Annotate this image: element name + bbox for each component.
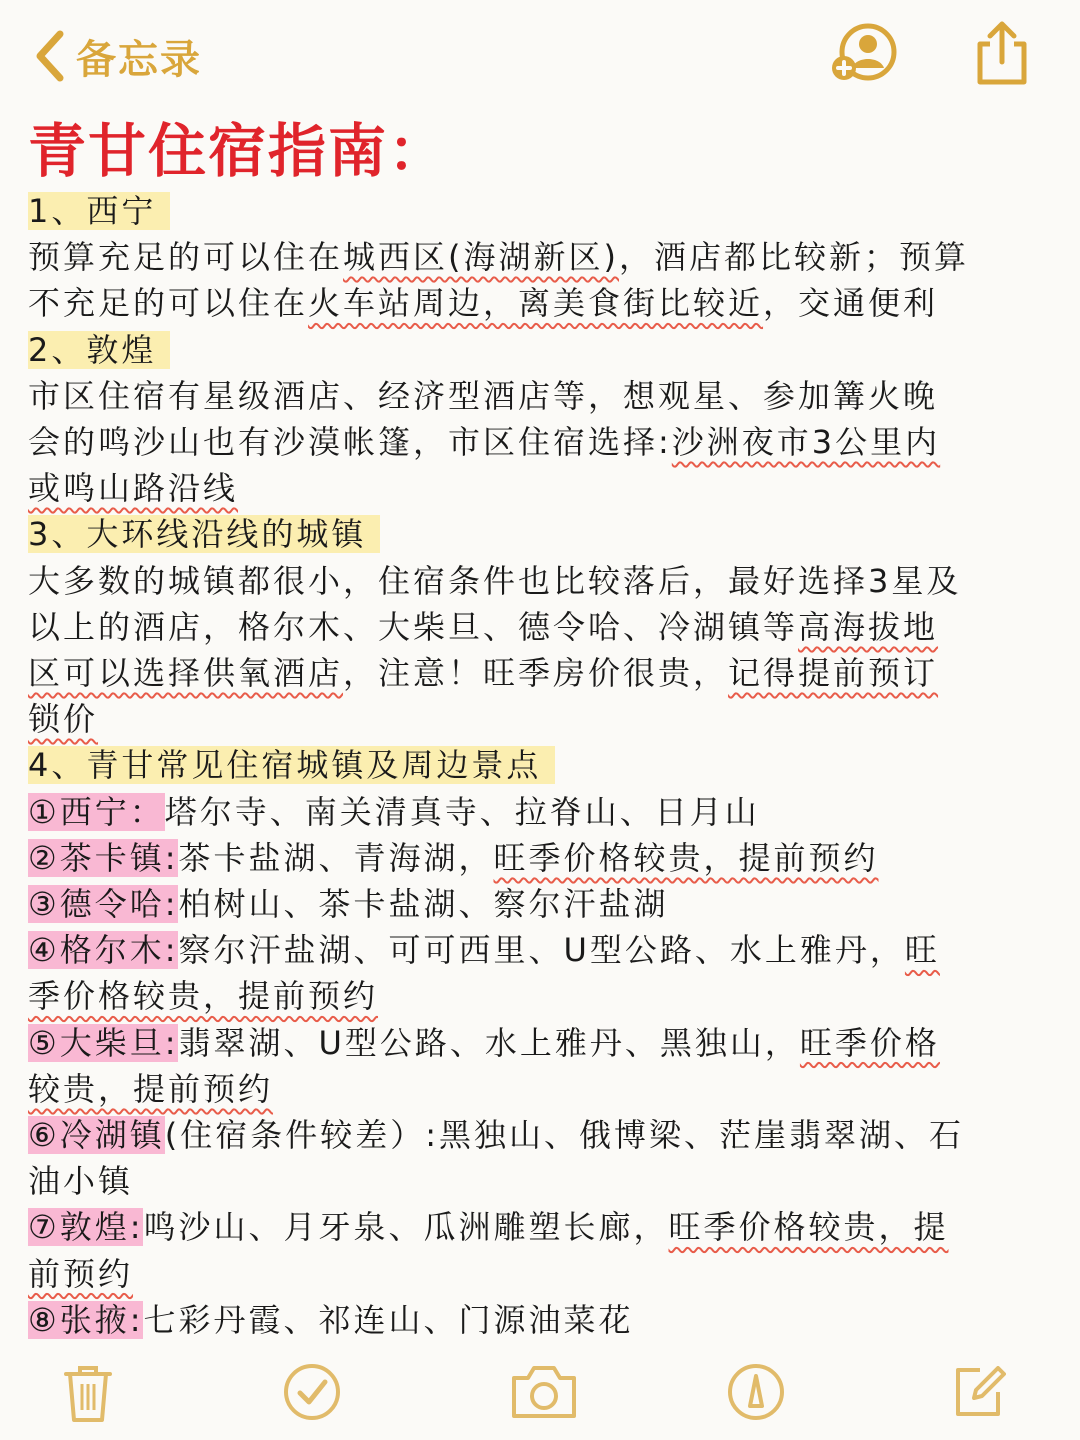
body-line: 区可以选择供氧酒店，注意！旺季房价很贵，记得提前预订 — [28, 654, 939, 693]
markup-icon — [726, 1362, 786, 1422]
chevron-left-icon — [30, 28, 70, 84]
section-heading: 3、大环线沿线的城镇 — [28, 511, 1058, 557]
share-note-button[interactable] — [828, 22, 900, 90]
place-line — [28, 973, 1058, 1019]
place-label: ②茶卡镇: — [28, 838, 179, 877]
underlined-text: 记得提前预订 — [728, 654, 939, 693]
place-label: ⑧张掖: — [28, 1300, 144, 1339]
place-line: ①西宁：塔尔寺、南关清真寺、拉脊山、日月山 — [28, 792, 760, 831]
add-person-icon — [828, 22, 900, 86]
share-button[interactable] — [972, 18, 1032, 92]
compose-icon — [950, 1362, 1010, 1422]
body-line: 不充足的可以住在火车站周边，离美食街比较近，交通便利 — [28, 284, 939, 323]
underlined-text: 旺季价格 — [799, 1023, 940, 1062]
place-line: ⑦敦煌:鸣沙山、月牙泉、瓜洲雕塑长廊，旺季价格较贵，提 — [28, 1208, 949, 1247]
checklist-icon — [282, 1362, 342, 1422]
place-line: ⑤大柴旦:翡翠湖、U型公路、水上雅丹、黑独山，旺季价格 — [28, 1023, 940, 1062]
delete-button[interactable] — [60, 1362, 116, 1430]
body-line — [28, 465, 1058, 511]
place-line — [28, 1251, 1058, 1297]
compose-button[interactable] — [950, 1362, 1010, 1426]
share-icon — [972, 18, 1032, 88]
underlined-text: 城西区(海湖新区) — [343, 238, 619, 277]
checklist-button[interactable] — [282, 1362, 342, 1426]
place-line: ②茶卡镇:茶卡盐湖、青海湖，旺季价格较贵，提前预约 — [28, 838, 879, 877]
underlined-text: 锁价 — [28, 700, 99, 739]
place-label: ⑥冷湖镇 — [28, 1116, 165, 1155]
underlined-text: 区可以选择供氧酒店 — [28, 654, 344, 693]
underlined-text: 前预约 — [28, 1254, 134, 1293]
place-label: ①西宁： — [28, 792, 165, 831]
note-title: 青甘住宿指南： — [28, 117, 449, 185]
underlined-text: 沙洲夜市3公里内 — [671, 423, 941, 462]
section-heading: 2、敦煌 — [28, 327, 1058, 373]
underlined-text: 旺季价格较贵，提 — [668, 1208, 949, 1247]
place-line: ③德令哈:柏树山、茶卡盐湖、察尔汗盐湖 — [28, 885, 669, 924]
trash-icon — [60, 1362, 116, 1426]
place-label: ③德令哈: — [28, 885, 179, 924]
body-line: 以上的酒店，格尔木、大柴旦、德令哈、冷湖镇等高海拔地 — [28, 607, 939, 646]
place-line: ⑧张掖:七彩丹霞、祁连山、门源油菜花 — [28, 1300, 634, 1339]
back-label: 备忘录 — [76, 36, 202, 83]
place-label: ④格尔木: — [28, 931, 179, 970]
section-heading: 4、青甘常见住宿城镇及周边景点 — [28, 742, 1058, 788]
underlined-text: 火车站周边，离美食街比较近 — [308, 284, 764, 323]
place-line — [28, 1066, 1058, 1112]
place-line: ④格尔木:察尔汗盐湖、可可西里、U型公路、水上雅丹，旺 — [28, 931, 940, 970]
note-body[interactable] — [28, 118, 1058, 1343]
section-heading: 1、西宁 — [28, 188, 1058, 234]
place-label: ⑦敦煌: — [28, 1208, 144, 1247]
camera-icon — [510, 1362, 578, 1422]
place-line: ⑥冷湖镇(住宿条件较差）:黑独山、俄博梁、茫崖翡翠湖、石 — [28, 1116, 964, 1155]
body-line — [28, 696, 1058, 742]
markup-button[interactable] — [726, 1362, 786, 1426]
top-navigation-bar — [0, 0, 1080, 110]
body-line: 市区住宿有星级酒店、经济型酒店等，想观星、参加篝火晚 — [28, 376, 939, 415]
underlined-text: 或鸣山路沿线 — [28, 469, 239, 508]
body-line: 会的鸣沙山也有沙漠帐篷，市区住宿选择:沙洲夜市3公里内 — [28, 423, 941, 462]
underlined-text: 高海拔地 — [798, 607, 939, 646]
underlined-text: 较贵，提前预约 — [28, 1069, 274, 1108]
back-button[interactable] — [30, 26, 202, 86]
underlined-text: 季价格较贵，提前预约 — [28, 977, 379, 1016]
underlined-text: 旺 — [904, 931, 940, 970]
camera-button[interactable] — [510, 1362, 578, 1426]
bottom-toolbar — [0, 1356, 1080, 1440]
body-line: 预算充足的可以住在城西区(海湖新区)，酒店都比较新；预算 — [28, 238, 970, 277]
place-label: ⑤大柴旦: — [28, 1023, 179, 1062]
underlined-text: 旺季价格较贵，提前预约 — [493, 838, 879, 877]
place-line: 油小镇 — [28, 1162, 134, 1201]
body-line: 大多数的城镇都很小，住宿条件也比较落后，最好选择3星及 — [28, 561, 962, 600]
